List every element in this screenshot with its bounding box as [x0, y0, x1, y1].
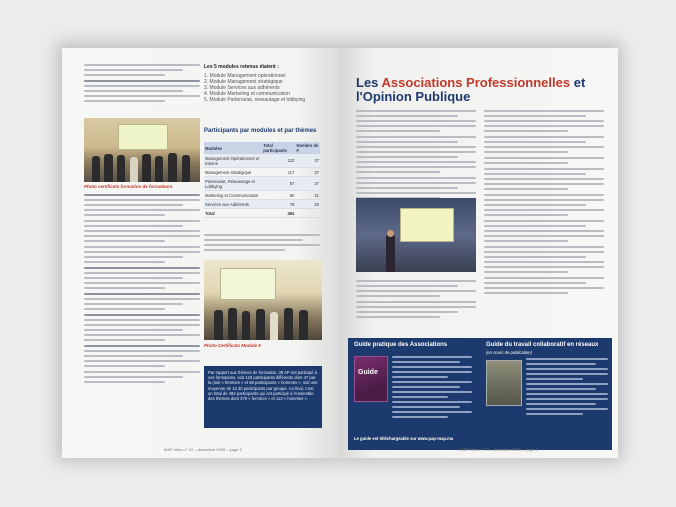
collab-cover-image	[486, 360, 522, 406]
table-cell: Services aux Adhérents	[204, 200, 262, 209]
col-header: Nombre de F	[296, 143, 319, 153]
intro-text	[84, 64, 200, 105]
magazine-spread	[62, 48, 618, 458]
table-row-total	[204, 209, 320, 218]
page-title	[356, 76, 585, 104]
participants-table	[204, 142, 320, 218]
table-row	[204, 177, 320, 191]
table-row	[204, 154, 320, 168]
table-cell: 117	[262, 168, 295, 177]
title-part1: Les	[356, 75, 382, 90]
collab-subheading: (en cours de publication)	[486, 350, 532, 355]
table-cell: 494	[262, 209, 295, 218]
table-cell: 80	[262, 191, 295, 200]
body-text-col1	[84, 194, 200, 386]
collab-heading: Guide du travail collaboratif en réseaux	[486, 342, 599, 348]
table-cell: Marketing et Communication	[204, 191, 262, 200]
page-footer-left: MAP Infos n° 13 – décembre 2009 – page 2	[164, 447, 242, 452]
table-cell: Partenariat, Réseautage et Lobbying	[204, 177, 262, 191]
modules-heading: Les 5 modules retenus étaient :	[204, 64, 279, 70]
guide-download-link[interactable]: Le guide est téléchargeable sur www.pap-map.ma	[354, 436, 454, 441]
summary-box: Par rapport aux thèmes de formation, 38 AP ont participé à ces formations, soit 123 participants différents dont 47 par la (soit « femmes » et 56 participants « hommes », soit une moyenne de 12,30 participants par groupe. Au final, c'est un total de 492 participants qui ont participé à l'ensemble des thèmes dont 379 « femmes » et 113 « hommes ».	[204, 366, 322, 428]
guide-heading: Guide pratique des Associations	[354, 342, 448, 348]
table-cell: 37	[295, 154, 320, 168]
table-cell	[295, 209, 320, 218]
table-cell: 27	[295, 168, 320, 177]
collab-text	[526, 358, 608, 418]
table-cell: 21	[295, 191, 320, 200]
body-text-right-col1	[356, 110, 476, 202]
module-item: 1. Module Management opérationnel	[204, 73, 286, 79]
body-text-col2	[204, 234, 320, 254]
photo-certificates-module5	[204, 260, 322, 340]
caption-bottom: Photo Certificats Module 5	[204, 343, 261, 348]
table-heading: Participants par modules et par thèmes	[204, 128, 317, 134]
left-page	[62, 48, 340, 458]
table-row	[204, 200, 320, 209]
page-footer-right: MAP Infos n° 13 – décembre 2009 – page 3	[460, 447, 538, 452]
body-text-right-col1b	[356, 280, 476, 321]
table-row	[204, 191, 320, 200]
col-header: Total participants	[262, 142, 295, 154]
module-item: 4. Module Marketing et communication	[204, 91, 290, 97]
title-highlight: Associations Professionnelles	[381, 75, 571, 90]
module-item: 3. Module Services aux adhérents	[204, 85, 280, 91]
guide-text	[392, 356, 472, 421]
title-line2: l'Opinion Publique	[356, 89, 471, 104]
guide-book-label: Guide	[358, 369, 378, 376]
table-cell: 78	[262, 200, 295, 209]
guides-box	[348, 338, 612, 450]
module-item: 2. Module Management stratégique	[204, 79, 283, 85]
table-cell: 26	[295, 200, 320, 209]
modules-list	[204, 73, 322, 103]
caption-top: Photo certificats formation de formateurs	[84, 184, 173, 189]
table-row	[204, 168, 320, 177]
table-cell: 37	[295, 177, 320, 191]
table-cell: 132	[262, 154, 295, 168]
guide-cover-image	[354, 356, 388, 402]
photo-presenter	[356, 198, 476, 272]
module-item: 5. Module Partenariat, réseautage et lobbying	[204, 97, 306, 103]
table-cell: Total	[204, 209, 262, 218]
table-cell: Management Opérationnel et Interne	[204, 154, 262, 168]
body-text-right-col2	[484, 110, 604, 297]
table-header-row	[204, 142, 320, 154]
col-header: Modules	[204, 142, 262, 154]
table-cell: Management stratégique	[204, 168, 262, 177]
title-part2: et	[570, 75, 586, 90]
table-cell: 87	[262, 177, 295, 191]
right-page	[340, 48, 618, 458]
photo-certificates-trainers	[84, 118, 200, 182]
